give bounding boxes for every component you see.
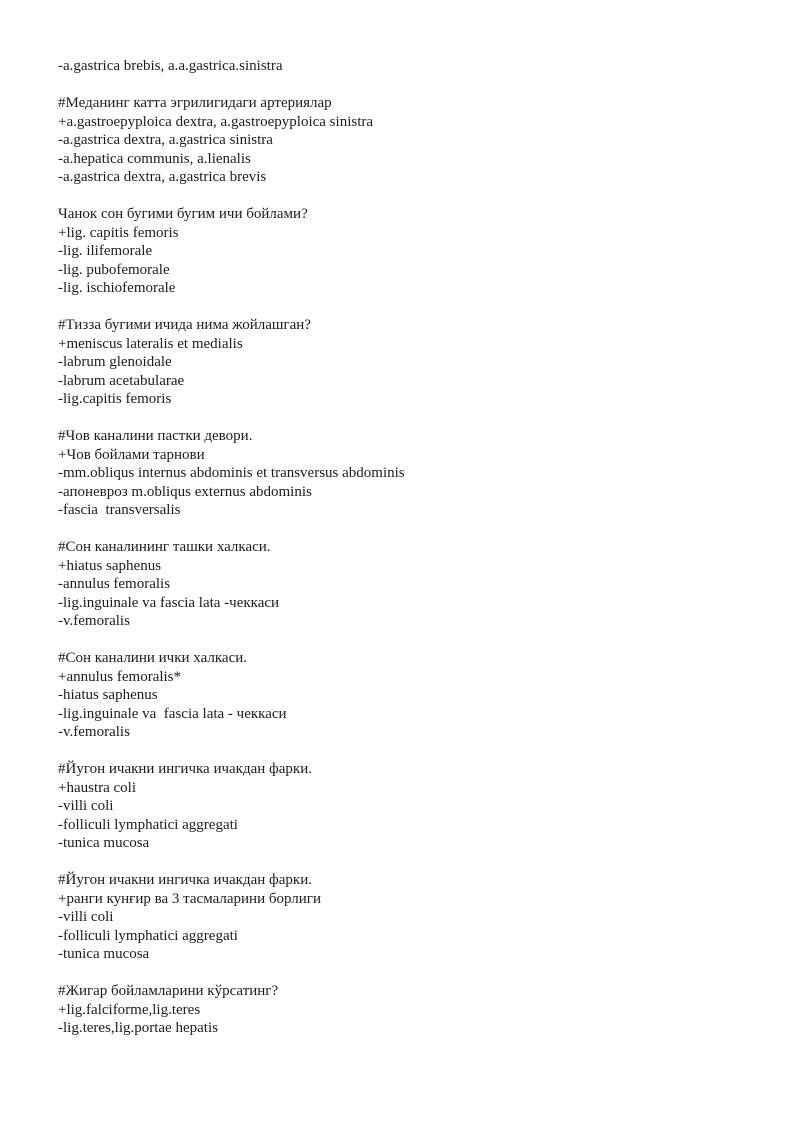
question-block-2 [58,205,778,298]
question-block-8 [58,871,778,964]
answer-option-line: -lig. ilifemorale [58,243,153,259]
correct-answer-line: +hiatus saphenus [58,557,162,574]
question-line: #Сон каналини ички халкаси. [58,650,248,666]
answer-option-line: -a.gastrica dextra, a.gastrica sinistra [58,132,273,148]
question-line: #Меданинг катта эгрилигидаги артериялар [58,95,332,111]
answer-option-line: -fascia transversalis [58,502,181,518]
correct-answer-line: +haustra coli [58,779,137,796]
answer-option-line: -labrum glenoidale [58,354,172,370]
answer-option-line: -a.gastrica dextra, a.gastrica brevis [58,169,267,185]
answer-option-line: -annulus femoralis [58,576,171,592]
question-line: #Йугон ичакни ингичка ичакдан фарки. [58,761,312,777]
answer-option-line: -villi coli [58,798,114,814]
correct-answer-line: +annulus femoralis* [58,668,182,685]
correct-answer-line: +Чов бойлами тарнови [58,446,205,463]
answer-option-line: -lig. pubofemorale [58,261,170,278]
question-line: #Йугон ичакни ингичка ичакдан фарки. [58,872,312,888]
answer-option-line: -villi coli [58,909,114,925]
question-line: #Чов каналини пастки девори. [58,428,253,444]
correct-answer-line: +meniscus lateralis et medialis [58,335,243,352]
answer-option-line: -hiatus saphenus [58,687,158,703]
answer-block-0 [58,57,778,76]
answer-option-line: -tunica mucosa [58,946,150,962]
question-block-3 [58,316,778,409]
answer-option-line: -v.femoralis [58,724,130,740]
question-block-1 [58,94,778,187]
question-block-9 [58,982,778,1038]
answer-option-line: -апоневроз m.obliqus externus abdominis [58,483,312,500]
answer-option-line: -folliculi lymphatici aggregati [58,816,238,833]
correct-answer-line: +lig. capitis femoris [58,224,179,241]
question-block-5 [58,538,778,631]
answer-option-line: -mm.obliqus internus abdominis et transversus abdominis [58,465,405,481]
correct-answer-line: +lig.falciforme,lig.teres [58,1001,201,1018]
correct-answer-line: +a.gastroepyploica dextra, a.gastroepyploica sinistra [58,113,374,130]
answer-option-line: -lig.inguinale va fascia lata - чеккаси [58,705,287,722]
question-block-4 [58,427,778,520]
answer-option-line: -labrum acetabularae [58,372,185,389]
answer-option-line: -folliculi lymphatici aggregati [58,927,238,944]
answer-option-line: -lig.teres,lig.portae hepatis [58,1020,218,1036]
question-line: #Сон каналининг ташки халкаси. [58,539,271,555]
question-block-6 [58,649,778,742]
question-line: Чанок сон бугими бугим ичи бойлами? [58,206,308,222]
answer-option-line: -a.hepatica communis, a.lienalis [58,150,251,167]
correct-answer-line: +ранги кунғир ва 3 тасмаларини борлиги [58,890,321,907]
text-line: -a.gastrica brebis, a.a.gastrica.sinistra [58,58,283,74]
answer-option-line: -v.femoralis [58,613,130,629]
answer-option-line: -lig.capitis femoris [58,391,172,407]
document-page [58,57,778,1056]
answer-option-line: -lig. ischiofemorale [58,280,176,296]
answer-option-line: -tunica mucosa [58,835,150,851]
question-line: #Жигар бойламларини кўрсатинг? [58,983,279,999]
question-block-7 [58,760,778,853]
answer-option-line: -lig.inguinale va fascia lata -чеккаси [58,594,280,611]
question-line: #Тизза бугими ичида нима жойлашган? [58,317,311,333]
